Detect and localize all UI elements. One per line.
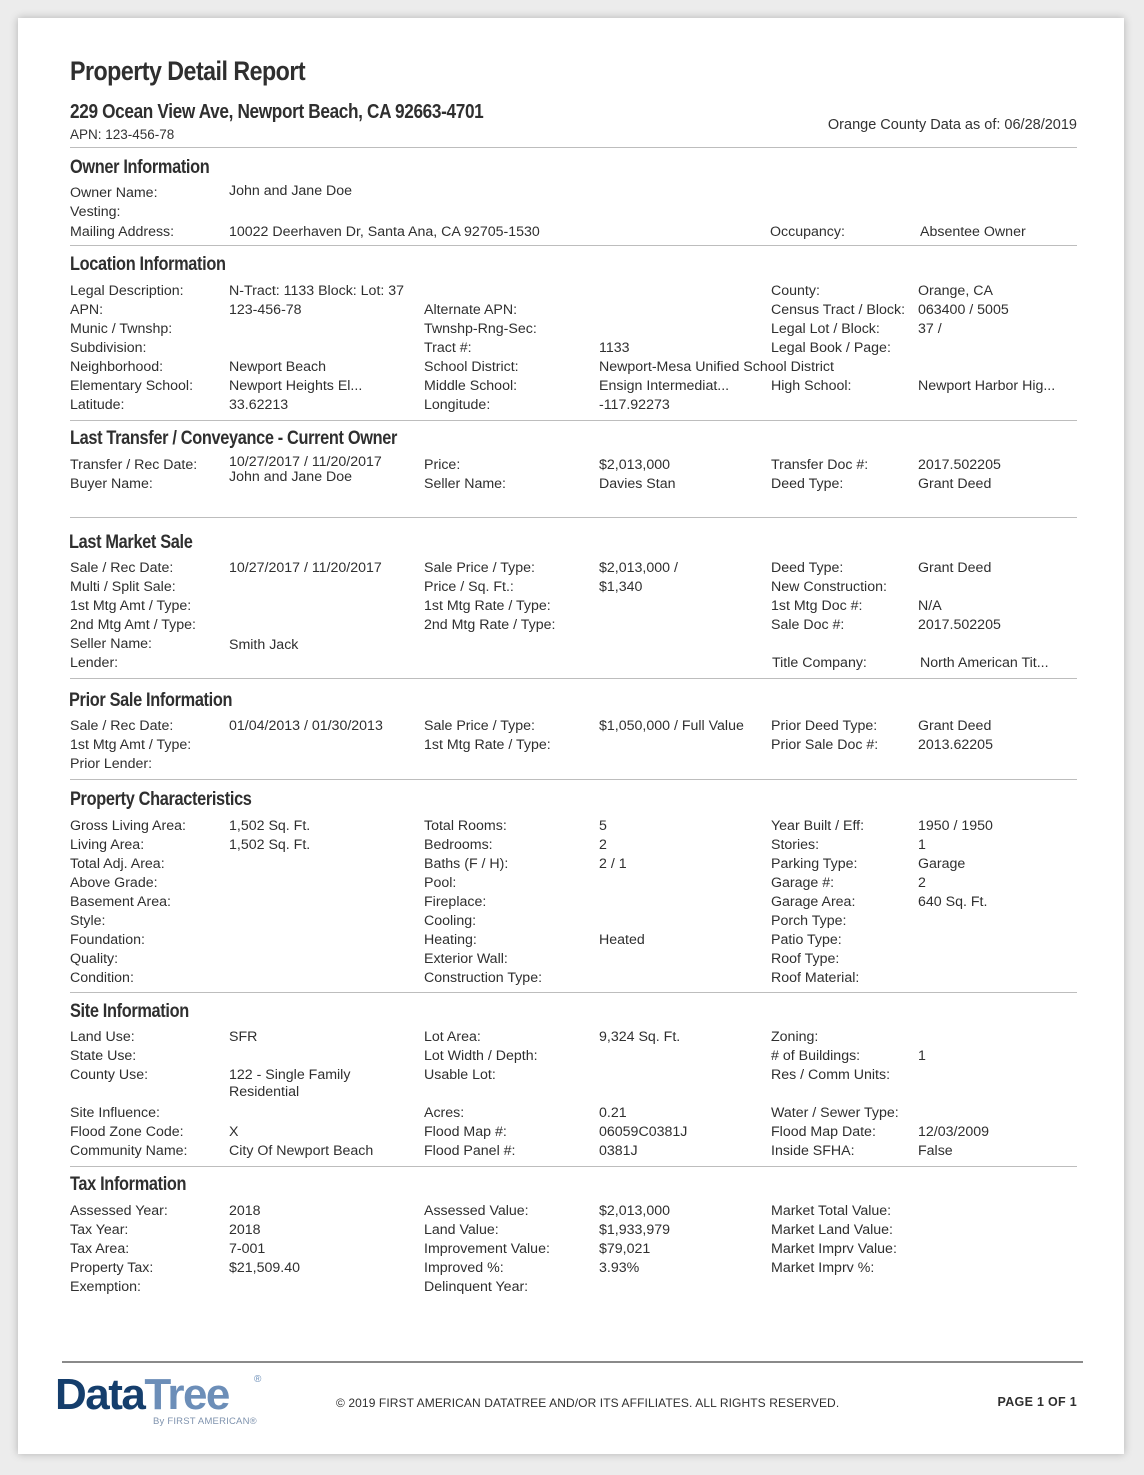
report-title: Property Detail Report <box>70 56 306 86</box>
data-as-of: Orange County Data as of: 06/28/2019 <box>827 117 1077 133</box>
field-value: 640 Sq. Ft. <box>918 894 988 910</box>
field-value: $1,933,979 <box>599 1222 671 1238</box>
field-label: Zoning: <box>771 1029 819 1045</box>
field-label: Foundation: <box>70 932 145 948</box>
field-label: Market Land Value: <box>771 1222 893 1238</box>
field-value: 2 <box>599 837 607 853</box>
field-label: Living Area: <box>70 837 145 853</box>
field-label: Exemption: <box>70 1279 141 1295</box>
report-page <box>18 18 1124 1454</box>
field-label: New Construction: <box>771 579 887 595</box>
location-section-title: Location Information <box>70 254 226 275</box>
field-label: Flood Zone Code: <box>70 1124 184 1140</box>
field-label: Baths (F / H): <box>424 856 509 872</box>
footer-divider <box>62 1361 1083 1363</box>
field-value: Newport Beach <box>229 359 326 375</box>
field-label: Tax Year: <box>70 1222 129 1238</box>
field-value: $2,013,000 <box>599 1203 671 1219</box>
field-value: 3.93% <box>599 1260 640 1276</box>
field-value: N/A <box>918 598 942 614</box>
field-value: Grant Deed <box>918 476 992 492</box>
field-value: Davies Stan <box>599 476 676 492</box>
registered-mark: ® <box>254 1374 262 1385</box>
field-value: 122 - Single Family Residential <box>229 1067 351 1100</box>
field-label: Garage Area: <box>771 894 856 910</box>
field-label: Sale Price / Type: <box>424 718 535 734</box>
field-label: Occupancy: <box>770 224 845 240</box>
field-value: 1 <box>918 1048 926 1064</box>
field-value: 2 / 1 <box>599 856 627 872</box>
logo-wordmark <box>55 1370 229 1420</box>
field-label: Garage #: <box>771 875 835 891</box>
field-label: Flood Map Date: <box>771 1124 876 1140</box>
field-label: Parking Type: <box>771 856 858 872</box>
field-label: Quality: <box>70 951 119 967</box>
divider <box>70 1166 1077 1167</box>
field-value: 2013.62205 <box>918 737 993 753</box>
field-value: $1,050,000 / Full Value <box>599 718 744 734</box>
field-label: Lot Area: <box>424 1029 481 1045</box>
field-value: John and Jane Doe <box>229 469 353 485</box>
field-label: Latitude: <box>70 397 125 413</box>
field-value: 10/27/2017 / 11/20/2017 <box>229 454 382 470</box>
field-label: Longitude: <box>424 397 491 413</box>
property-address: 229 Ocean View Ave, Newport Beach, CA 92663-4701 <box>70 101 484 123</box>
divider <box>70 420 1077 421</box>
field-label: Deed Type: <box>771 560 844 576</box>
field-label: Alternate APN: <box>424 302 518 318</box>
field-label: Prior Deed Type: <box>771 718 878 734</box>
field-label: Deed Type: <box>771 476 844 492</box>
field-label: APN: <box>70 302 104 318</box>
field-value: Newport Heights El... <box>229 378 363 394</box>
logo-tagline: By FIRST AMERICAN® <box>153 1416 257 1427</box>
field-label: Basement Area: <box>70 894 171 910</box>
field-label: Census Tract / Block: <box>771 302 906 318</box>
field-label: Buyer Name: <box>70 476 153 492</box>
field-label: Prior Sale Doc #: <box>771 737 879 753</box>
field-value: Newport Harbor Hig... <box>918 378 1056 394</box>
field-label: Elementary School: <box>70 378 194 394</box>
datatree-logo <box>55 1370 265 1430</box>
field-label: Legal Description: <box>70 283 184 299</box>
field-value: $79,021 <box>599 1241 651 1257</box>
field-label: Munic / Twnshp: <box>70 321 173 337</box>
field-value: 9,324 Sq. Ft. <box>599 1029 681 1045</box>
field-value: 1133 <box>599 340 630 356</box>
tax-section-title: Tax Information <box>70 1174 187 1195</box>
field-label: Sale / Rec Date: <box>70 560 174 576</box>
header-apn: APN: 123-456-78 <box>70 127 175 142</box>
field-value: Newport-Mesa Unified School District <box>599 359 834 375</box>
field-label: Flood Panel #: <box>424 1143 516 1159</box>
owner-section-title: Owner Information <box>70 157 210 178</box>
field-value: Garage <box>918 856 966 872</box>
field-label: State Use: <box>70 1048 137 1064</box>
field-label: Inside SFHA: <box>771 1143 855 1159</box>
field-label: County Use: <box>70 1067 149 1083</box>
prior-sale-section-title: Prior Sale Information <box>69 690 233 711</box>
field-value: Smith Jack <box>229 637 299 653</box>
field-label: Tract #: <box>424 340 472 356</box>
divider <box>70 245 1077 246</box>
field-label: Community Name: <box>70 1143 188 1159</box>
field-label: Sale Price / Type: <box>424 560 535 576</box>
field-label: Water / Sewer Type: <box>771 1105 899 1121</box>
field-value: 1,502 Sq. Ft. <box>229 837 311 853</box>
field-label: Multi / Split Sale: <box>70 579 176 595</box>
field-label: Vesting: <box>70 204 121 220</box>
field-value: $21,509.40 <box>229 1260 301 1276</box>
field-label: 1st Mtg Amt / Type: <box>70 737 192 753</box>
field-label: Gross Living Area: <box>70 818 186 834</box>
field-label: Acres: <box>424 1105 465 1121</box>
field-label: Legal Lot / Block: <box>771 321 880 337</box>
mailing-address-value: 10022 Deerhaven Dr, Santa Ana, CA 92705-1530 <box>229 224 540 240</box>
field-value: 063400 / 5005 <box>918 302 1009 318</box>
copyright-notice: © 2019 FIRST AMERICAN DATATREE AND/OR ITS AFFILIATES. ALL RIGHTS RESERVED. <box>336 1396 840 1410</box>
field-label: Pool: <box>424 875 457 891</box>
field-label: Neighborhood: <box>70 359 164 375</box>
page-number: PAGE 1 OF 1 <box>997 1395 1077 1409</box>
field-label: Assessed Value: <box>424 1203 529 1219</box>
field-label: Delinquent Year: <box>424 1279 529 1295</box>
field-value: Grant Deed <box>918 718 992 734</box>
field-label: Fireplace: <box>424 894 487 910</box>
field-label: Bedrooms: <box>424 837 493 853</box>
logo-tree-text: Tree <box>144 1370 229 1419</box>
field-label: 1st Mtg Rate / Type: <box>424 737 551 753</box>
field-value: Heated <box>599 932 645 948</box>
field-value: X <box>229 1124 239 1140</box>
field-label: Cooling: <box>424 913 477 929</box>
field-label: Improvement Value: <box>424 1241 550 1257</box>
field-label: Roof Type: <box>771 951 840 967</box>
field-label: Lender: <box>70 655 119 671</box>
field-label: Total Rooms: <box>424 818 507 834</box>
field-label: 2nd Mtg Rate / Type: <box>424 617 556 633</box>
field-value: $1,340 <box>599 579 643 595</box>
field-value: $2,013,000 <box>599 457 671 473</box>
field-label: Exterior Wall: <box>424 951 508 967</box>
field-label: Res / Comm Units: <box>771 1067 891 1083</box>
field-label: Condition: <box>70 970 134 986</box>
field-value: False <box>918 1143 953 1159</box>
owner-name-value: John and Jane Doe <box>229 183 353 199</box>
field-label: School District: <box>424 359 519 375</box>
field-value: 2017.502205 <box>918 457 1001 473</box>
field-label: High School: <box>771 378 852 394</box>
field-label: Porch Type: <box>771 913 847 929</box>
site-section-title: Site Information <box>70 1001 189 1022</box>
characteristics-section-title: Property Characteristics <box>70 789 252 810</box>
transfer-section-title: Last Transfer / Conveyance - Current Owner <box>70 428 397 449</box>
field-value: 12/03/2009 <box>918 1124 990 1140</box>
field-value: Orange, CA <box>918 283 993 299</box>
divider <box>70 147 1077 148</box>
divider <box>70 992 1077 993</box>
field-value: 2017.502205 <box>918 617 1001 633</box>
field-label: Land Use: <box>70 1029 135 1045</box>
field-label: Market Imprv Value: <box>771 1241 897 1257</box>
field-label: County: <box>771 283 820 299</box>
field-value: North American Tit... <box>920 655 1049 671</box>
field-value: 1950 / 1950 <box>918 818 993 834</box>
field-label: Style: <box>70 913 106 929</box>
field-value: 06059C0381J <box>599 1124 688 1140</box>
field-label: Price / Sq. Ft.: <box>424 579 514 595</box>
field-label: Total Adj. Area: <box>70 856 165 872</box>
field-value: Ensign Intermediat... <box>599 378 730 394</box>
field-label: 1st Mtg Amt / Type: <box>70 598 192 614</box>
divider <box>70 779 1077 780</box>
field-label: Subdivision: <box>70 340 147 356</box>
field-label: Roof Material: <box>771 970 860 986</box>
market-sale-section-title: Last Market Sale <box>69 532 193 553</box>
field-label: Year Built / Eff: <box>771 818 865 834</box>
field-value: 2018 <box>229 1222 261 1238</box>
field-label: Seller Name: <box>70 636 153 652</box>
field-label: Above Grade: <box>70 875 158 891</box>
field-label: Market Imprv %: <box>771 1260 875 1276</box>
divider <box>70 678 1077 679</box>
field-value: 0.21 <box>599 1105 627 1121</box>
field-label: Middle School: <box>424 378 518 394</box>
field-label: Land Value: <box>424 1222 499 1238</box>
field-value: 10/27/2017 / 11/20/2017 <box>229 560 382 576</box>
field-label: Flood Map #: <box>424 1124 507 1140</box>
field-label: Price: <box>424 457 461 473</box>
field-value: 7-001 <box>229 1241 266 1257</box>
field-label: Legal Book / Page: <box>771 340 891 356</box>
occupancy-value: Absentee Owner <box>920 224 1026 240</box>
logo-data-text: Data <box>55 1370 145 1419</box>
field-value: City Of Newport Beach <box>229 1143 374 1159</box>
field-label: Construction Type: <box>424 970 543 986</box>
field-label: Owner Name: <box>70 185 158 201</box>
field-label: Tax Area: <box>70 1241 130 1257</box>
field-label: Stories: <box>771 837 820 853</box>
field-label: Market Total Value: <box>771 1203 892 1219</box>
field-label: 1st Mtg Doc #: <box>771 598 863 614</box>
field-label: Sale Doc #: <box>771 617 845 633</box>
field-label: 1st Mtg Rate / Type: <box>424 598 551 614</box>
field-value: Grant Deed <box>918 560 992 576</box>
field-label: Property Tax: <box>70 1260 154 1276</box>
field-value: 2 <box>918 875 926 891</box>
field-label: # of Buildings: <box>771 1048 861 1064</box>
field-value: 2018 <box>229 1203 261 1219</box>
field-value: 0381J <box>599 1143 638 1159</box>
field-label: Twnshp-Rng-Sec: <box>424 321 537 337</box>
field-label: Site Influence: <box>70 1105 160 1121</box>
field-value: 123-456-78 <box>229 302 302 318</box>
field-label: Patio Type: <box>771 932 842 948</box>
field-value: 1 <box>918 837 926 853</box>
field-label: Seller Name: <box>424 476 507 492</box>
field-value: 5 <box>599 818 607 834</box>
divider <box>70 517 1077 518</box>
field-value: 37 / <box>918 321 942 337</box>
field-label: Prior Lender: <box>70 756 153 772</box>
field-value: 01/04/2013 / 01/30/2013 <box>229 718 383 734</box>
field-value: N-Tract: 1133 Block: Lot: 37 <box>229 283 405 299</box>
field-label: Mailing Address: <box>70 224 175 240</box>
field-label: Improved %: <box>424 1260 504 1276</box>
field-label: Assessed Year: <box>70 1203 168 1219</box>
field-value: 1,502 Sq. Ft. <box>229 818 311 834</box>
field-label: Sale / Rec Date: <box>70 718 174 734</box>
field-label: 2nd Mtg Amt / Type: <box>70 617 196 633</box>
field-label: Title Company: <box>772 655 867 671</box>
field-label: Transfer / Rec Date: <box>70 457 198 473</box>
field-value: 33.62213 <box>229 397 289 413</box>
field-label: Lot Width / Depth: <box>424 1048 538 1064</box>
field-value: SFR <box>229 1029 258 1045</box>
field-label: Usable Lot: <box>424 1067 496 1083</box>
field-value: -117.92273 <box>599 397 670 413</box>
field-label: Heating: <box>424 932 477 948</box>
field-label: Transfer Doc #: <box>771 457 869 473</box>
field-value: $2,013,000 / <box>599 560 678 576</box>
